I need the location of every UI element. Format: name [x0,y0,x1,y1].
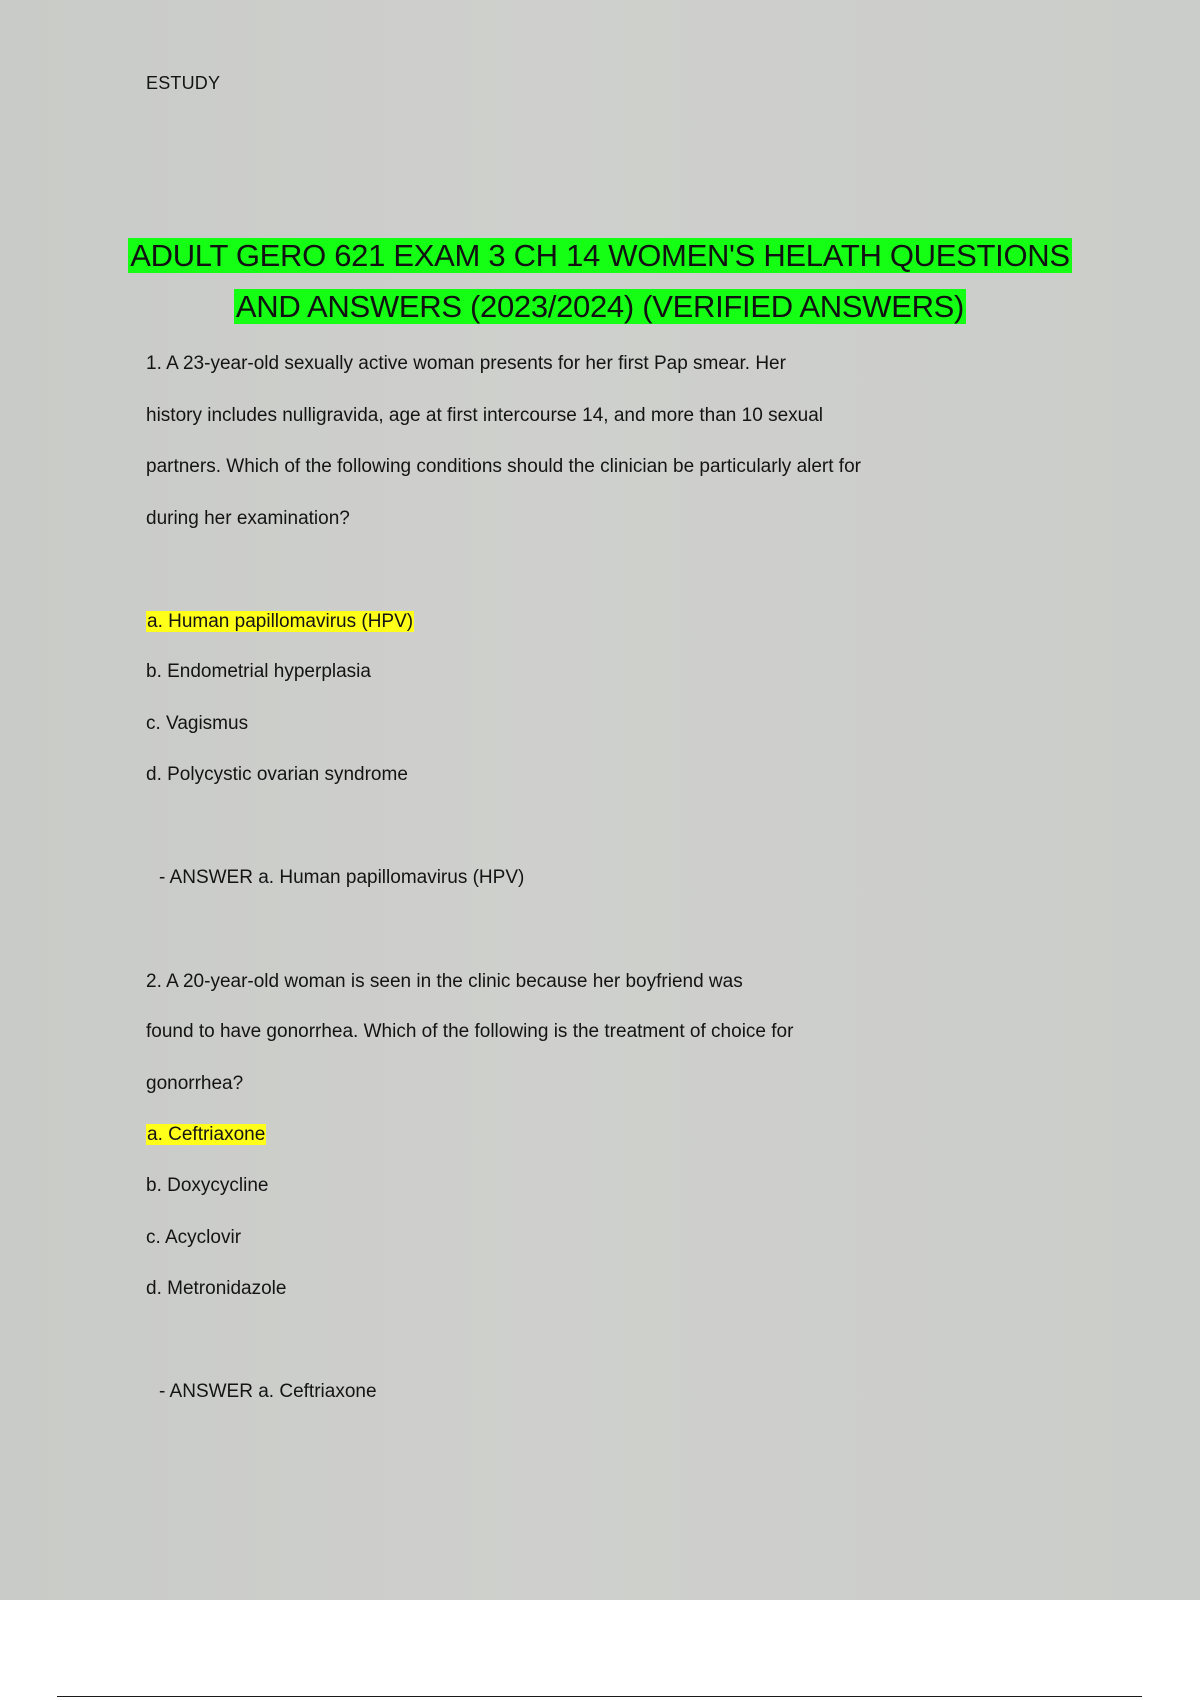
question-1-option-c: c. Vagismus [146,713,249,734]
question-2-stem-line: gonorrhea? [146,1073,244,1094]
question-1-stem-line: history includes nulligravida, age at first intercourse 14, and more than 10 sexual [146,405,823,426]
title-line-2: AND ANSWERS (2023/2024) (VERIFIED ANSWERS) [235,289,965,324]
highlighted-correct-option: a. Ceftriaxone [147,1124,266,1145]
question-2-option-b: b. Doxycycline [146,1175,269,1196]
question-1-option-d: d. Polycystic ovarian syndrome [146,764,408,785]
question-2-option-a [146,1124,266,1146]
question-1-answer: - ANSWER a. Human papillomavirus (HPV) [159,867,525,888]
question-1-option-b: b. Endometrial hyperplasia [146,661,371,682]
highlighted-correct-option: a. Human papillomavirus (HPV) [147,611,414,632]
footer-divider [57,1696,1142,1697]
question-2-stem-line: 2. A 20-year-old woman is seen in the clinic because her boyfriend was [146,971,743,992]
question-2-option-d: d. Metronidazole [146,1278,287,1299]
question-1-option-a [146,611,414,633]
question-1-stem-line: partners. Which of the following conditions should the clinician be particularly alert for [146,456,861,477]
title-line-1: ADULT GERO 621 EXAM 3 CH 14 WOMEN'S HELATH QUESTIONS [130,238,1070,273]
question-2-answer: - ANSWER a. Ceftriaxone [159,1381,377,1402]
document-title [100,230,1100,332]
question-2-option-c: c. Acyclovir [146,1227,242,1248]
question-1-stem-line: 1. A 23-year-old sexually active woman presents for her first Pap smear. Her [146,353,786,374]
question-2-stem-line: found to have gonorrhea. Which of the following is the treatment of choice for [146,1021,794,1042]
page-header: ESTUDY [146,73,221,93]
question-1-stem-line: during her examination? [146,508,350,529]
